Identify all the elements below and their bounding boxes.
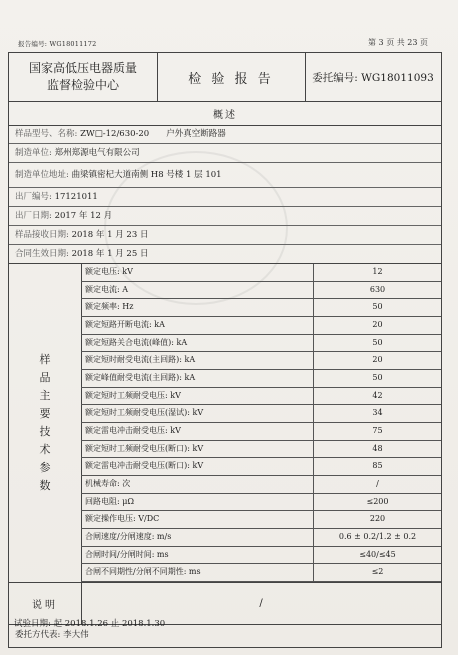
- info-row-contract-date: [9, 245, 441, 264]
- parameter-row: [81, 352, 441, 370]
- parameter-value: ≤200: [366, 496, 389, 506]
- side-char: 数: [39, 479, 51, 492]
- org-name: [9, 53, 158, 101]
- info-value: 2018 年 1 月 23 日: [68, 230, 149, 240]
- info-label: 制造单位地址:: [15, 170, 69, 180]
- entrust-number: 委托编号: WG18011093: [312, 71, 434, 84]
- parameter-row: [81, 494, 441, 512]
- parameter-value: 220: [369, 514, 386, 524]
- parameter-row: [81, 476, 441, 494]
- parameter-row: [81, 511, 441, 529]
- side-char: 样: [39, 353, 51, 366]
- side-char: 术: [39, 443, 51, 456]
- report-title: 检 验 报 告: [157, 53, 306, 101]
- parameter-name: 额定频率: Hz: [81, 299, 314, 316]
- parameter-name: 机械寿命: 次: [81, 476, 314, 493]
- side-char: 技: [39, 425, 51, 438]
- side-char: 主: [39, 389, 51, 402]
- page-indicator: 第 3 页 共 23 页: [368, 38, 428, 47]
- parameter-value: ≤2: [371, 567, 384, 577]
- parameter-value: 75: [372, 426, 383, 435]
- parameter-value: 50: [372, 302, 383, 312]
- side-char: 参: [39, 461, 51, 474]
- info-label: 出厂编号:: [15, 192, 52, 202]
- parameter-row: [81, 299, 441, 317]
- parameter-value: 50: [372, 373, 383, 382]
- parameter-value: 48: [372, 443, 383, 453]
- parameter-row: [81, 264, 441, 282]
- parameter-name: 额定短路开断电流: kA: [81, 317, 314, 334]
- info-label: 样品型号、名称:: [15, 129, 78, 139]
- test-date-label: 试验日期:: [14, 619, 51, 629]
- parameter-value: 630: [369, 284, 386, 294]
- parameter-value: 12: [372, 267, 383, 276]
- parameter-row: [81, 388, 441, 406]
- parameter-name: 合闸速度/分闸速度: m/s: [81, 529, 314, 546]
- parameter-row: [81, 370, 441, 388]
- parameter-name: 回路电阻: μΩ: [81, 494, 314, 511]
- parameter-name: 额定操作电压: V/DC: [81, 511, 314, 528]
- parameters-table: [9, 264, 441, 583]
- parameter-value: 50: [372, 337, 383, 347]
- parameter-name: 额定短时工频耐受电压(湿试): kV: [81, 405, 314, 422]
- parameter-name: 额定短时工频耐受电压(断口): kV: [81, 441, 314, 458]
- client-label: 委托方代表:: [15, 630, 61, 640]
- side-char: 要: [39, 407, 51, 420]
- parameter-name: 额定电流: A: [81, 282, 314, 299]
- remark-value: /: [259, 597, 263, 609]
- parameter-value: 34: [372, 408, 383, 418]
- info-row-serial: [9, 188, 441, 207]
- info-row-production-date: [9, 207, 441, 226]
- parameter-row: [81, 441, 441, 459]
- parameter-value: 85: [372, 461, 383, 471]
- parameter-row: [81, 317, 441, 335]
- parameter-name: 额定短路关合电流(峰值): kA: [81, 335, 314, 352]
- parameter-name: 额定雷电冲击耐受电压(断口): kV: [81, 458, 314, 475]
- parameters-side-label: [9, 264, 82, 582]
- info-value: 曲梁镇密杞大道南侧 H8 号楼 1 层 101: [68, 170, 222, 180]
- parameter-name: 合闸不同期性/分闸不同期性: ms: [81, 564, 314, 581]
- info-value: ZW□-12/630-20 户外真空断路器: [77, 129, 226, 139]
- info-row-address: [9, 163, 441, 188]
- parameter-row: [81, 529, 441, 547]
- parameter-name: 额定雷电冲击耐受电压: kV: [81, 423, 314, 440]
- parameter-value: 20: [372, 355, 383, 365]
- info-value: 郑州郑源电气有限公司: [51, 148, 140, 158]
- info-label: 样品接收日期:: [15, 230, 69, 240]
- parameter-value: 0.6 ± 0.2/1.2 ± 0.2: [338, 532, 417, 541]
- info-value: 2017 年 12 月: [51, 211, 113, 221]
- parameter-row: [81, 405, 441, 423]
- info-value: 2018 年 1 月 25 日: [68, 249, 149, 259]
- info-value: 17121011: [51, 192, 98, 202]
- report-sheet: [8, 52, 442, 648]
- parameter-row: [81, 335, 441, 353]
- parameter-value: /: [376, 479, 379, 488]
- info-row-manufacturer: [9, 144, 441, 163]
- org-name-line2: 监督检验中心: [46, 78, 119, 92]
- parameter-row: [81, 547, 441, 565]
- info-label: 出厂日期:: [15, 211, 52, 221]
- side-char: 品: [39, 371, 51, 384]
- parameter-value: 20: [372, 320, 383, 329]
- info-row-model: [9, 125, 441, 144]
- remark-label: 说明: [9, 582, 82, 624]
- parameter-name: 额定短时工频耐受电压: kV: [81, 388, 314, 405]
- parameter-name: 额定电压: kV: [81, 264, 314, 281]
- parameter-value: 42: [372, 390, 383, 400]
- parameter-row: [81, 458, 441, 476]
- parameter-name: 合闸时间/分闸时间: ms: [81, 547, 314, 564]
- parameter-row: [81, 282, 441, 300]
- parameter-row: [81, 423, 441, 441]
- info-label: 制造单位:: [15, 148, 52, 158]
- parameter-row: [81, 564, 441, 582]
- parameter-value: ≤40/≤45: [359, 549, 396, 559]
- test-date-row: [8, 614, 442, 635]
- client-value: 李大伟: [60, 630, 89, 640]
- info-label: 合同生效日期:: [15, 249, 69, 259]
- report-number: 报告编号: WG18011172: [18, 40, 97, 48]
- parameter-name: 额定峰值耐受电流(主回路): kA: [81, 370, 314, 387]
- test-date-value: 起 2018.1.26 止 2018.1.30: [50, 619, 166, 629]
- info-row-received-date: [9, 226, 441, 245]
- org-name-line1: 国家高低压电器质量: [28, 61, 137, 75]
- parameter-name: 额定短时耐受电流(主回路): kA: [81, 352, 314, 369]
- title-row: [9, 53, 441, 102]
- summary-heading: 概述: [9, 101, 441, 126]
